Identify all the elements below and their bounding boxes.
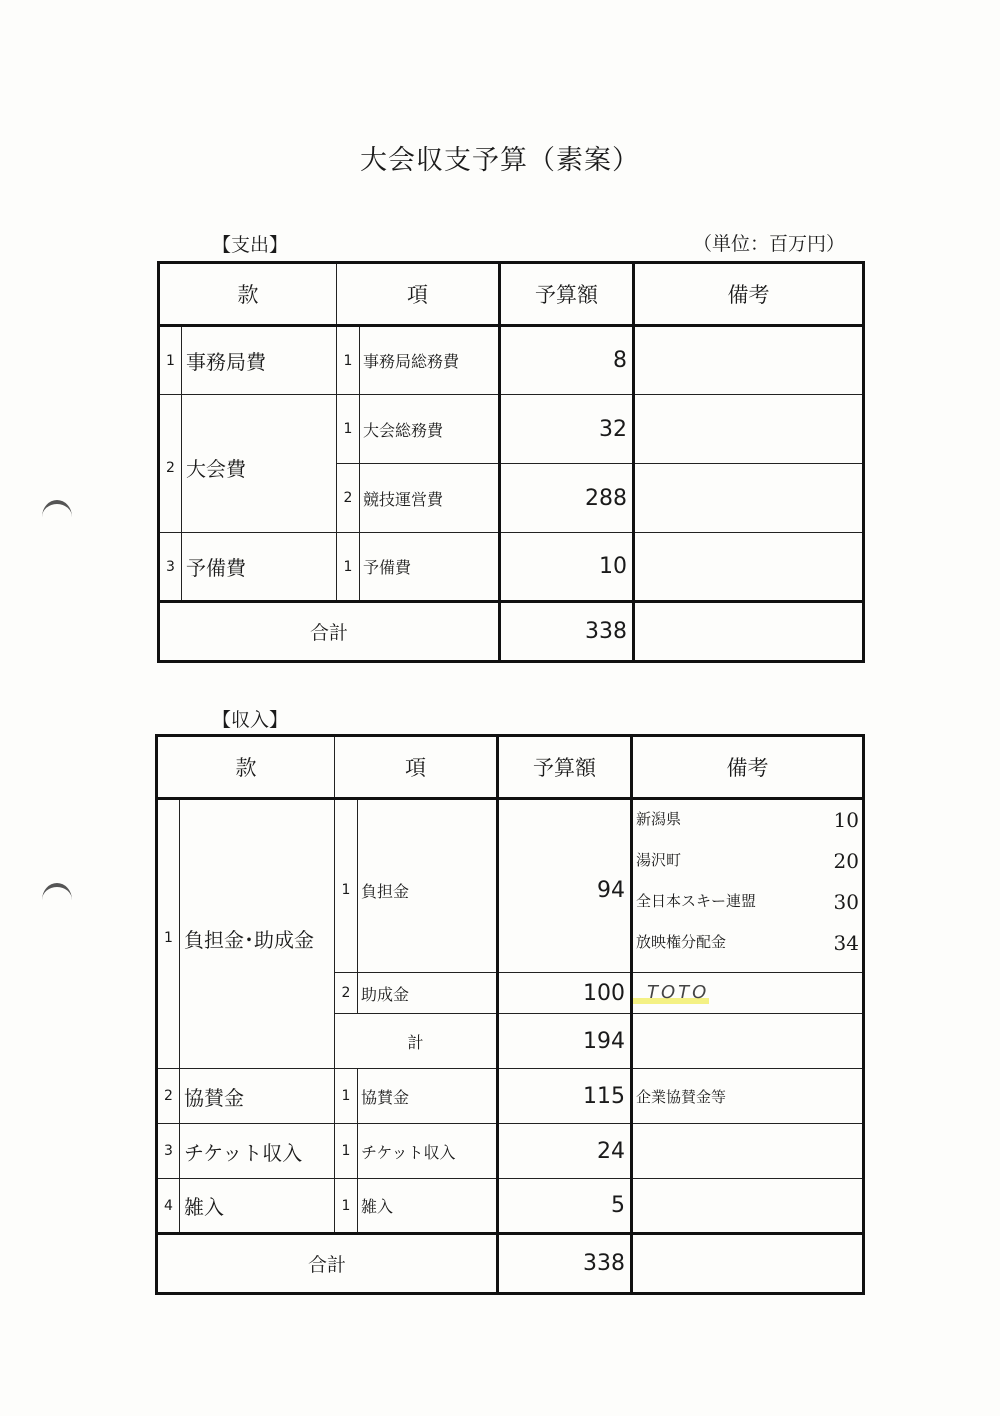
remark-name: 新潟県 [636, 810, 682, 828]
kou-number: 1 [337, 326, 360, 395]
header-kou: 項 [335, 736, 498, 799]
kou-number: 1 [335, 1124, 358, 1179]
remarks-cell [632, 973, 864, 1014]
kou-number: 1 [335, 1069, 358, 1124]
total-label: 合計 [159, 602, 500, 662]
header-kan: 款 [159, 263, 337, 326]
list-item [633, 890, 862, 931]
kan-name: 協賛金 [180, 1069, 335, 1124]
expenditure-label: 【支出】 [212, 234, 289, 256]
punch-hole-mark [42, 883, 72, 917]
kan-name: 大会費 [182, 395, 337, 533]
kan-number: 2 [159, 395, 182, 533]
kou-name: チケット収入 [358, 1124, 498, 1179]
kan-number: 2 [157, 1069, 180, 1124]
amount-cell: 10 [500, 533, 634, 602]
amount-cell: 100 [498, 973, 632, 1014]
kan-number: 3 [157, 1124, 180, 1179]
total-row [159, 602, 864, 662]
amount-cell: 32 [500, 395, 634, 464]
kou-name: 助成金 [358, 973, 498, 1014]
expenditure-table [157, 261, 865, 663]
kou-name: 雑入 [358, 1179, 498, 1234]
header-kou: 項 [337, 263, 500, 326]
header-amount: 予算額 [498, 736, 632, 799]
kan-number: 1 [157, 799, 180, 1069]
table-row [157, 1124, 864, 1179]
remark-name: 全日本スキー連盟 [636, 892, 757, 910]
remark-value: 20 [833, 849, 859, 873]
amount-cell: 94 [498, 799, 632, 973]
kan-name: 雑入 [180, 1179, 335, 1234]
remarks-cell [632, 799, 864, 973]
remarks-cell [632, 1014, 864, 1069]
total-row [157, 1234, 864, 1294]
remarks-cell [632, 1124, 864, 1179]
remarks-cell [634, 395, 864, 464]
kou-number: 1 [337, 533, 360, 602]
kan-number: 3 [159, 533, 182, 602]
kou-name: 負担金 [358, 799, 498, 973]
kan-name: 事務局費 [182, 326, 337, 395]
kan-name: 負担金･助成金 [180, 799, 335, 1069]
document-title: 大会収支予算（素案） [360, 145, 640, 176]
kou-number: 2 [335, 973, 358, 1014]
subtotal-label: 計 [335, 1014, 498, 1069]
amount-cell: 288 [500, 464, 634, 533]
remarks-cell [634, 533, 864, 602]
kou-number: 1 [335, 1179, 358, 1234]
table-row [157, 799, 864, 973]
table-row [157, 1069, 864, 1124]
header-remarks: 備考 [632, 736, 864, 799]
header-remarks: 備考 [634, 263, 864, 326]
kan-name: 予備費 [182, 533, 337, 602]
remarks-cell: 企業協賛金等 [632, 1069, 864, 1124]
kou-name: 大会総務費 [360, 395, 500, 464]
remarks-list [633, 808, 862, 972]
kan-name: チケット収入 [180, 1124, 335, 1179]
unit-label: （単位：百万円） [692, 233, 845, 255]
punch-hole-mark [42, 500, 72, 534]
total-amount: 338 [498, 1234, 632, 1294]
remark-name: 放映権分配金 [636, 933, 727, 951]
remark-name: 湯沢町 [636, 851, 682, 869]
kou-number: 1 [335, 799, 358, 973]
amount-cell: 115 [498, 1069, 632, 1124]
remark-value: 30 [833, 890, 859, 914]
kou-name: 予備費 [360, 533, 500, 602]
table-row [159, 395, 864, 464]
kou-name: 事務局総務費 [360, 326, 500, 395]
handwritten-note: TOTO [633, 982, 709, 1004]
list-item [633, 931, 862, 972]
remarks-cell [634, 326, 864, 395]
list-item [633, 849, 862, 890]
kou-number: 2 [337, 464, 360, 533]
table-row [159, 533, 864, 602]
total-label: 合計 [157, 1234, 498, 1294]
kan-number: 1 [159, 326, 182, 395]
remark-value: 10 [833, 808, 859, 832]
kou-name: 競技運営費 [360, 464, 500, 533]
remarks-cell [632, 1234, 864, 1294]
remarks-cell [634, 602, 864, 662]
amount-cell: 5 [498, 1179, 632, 1234]
table-row [157, 1179, 864, 1234]
kan-number: 4 [157, 1179, 180, 1234]
kou-name: 協賛金 [358, 1069, 498, 1124]
remark-value: 34 [833, 931, 859, 955]
remarks-cell [632, 1179, 864, 1234]
amount-cell: 8 [500, 326, 634, 395]
revenue-table [155, 734, 865, 1295]
total-amount: 338 [500, 602, 634, 662]
amount-cell: 24 [498, 1124, 632, 1179]
subtotal-amount: 194 [498, 1014, 632, 1069]
header-kan: 款 [157, 736, 335, 799]
kou-number: 1 [337, 395, 360, 464]
revenue-label: 【収入】 [212, 709, 289, 731]
table-row [159, 326, 864, 395]
header-amount: 予算額 [500, 263, 634, 326]
remarks-cell [634, 464, 864, 533]
list-item [633, 808, 862, 849]
